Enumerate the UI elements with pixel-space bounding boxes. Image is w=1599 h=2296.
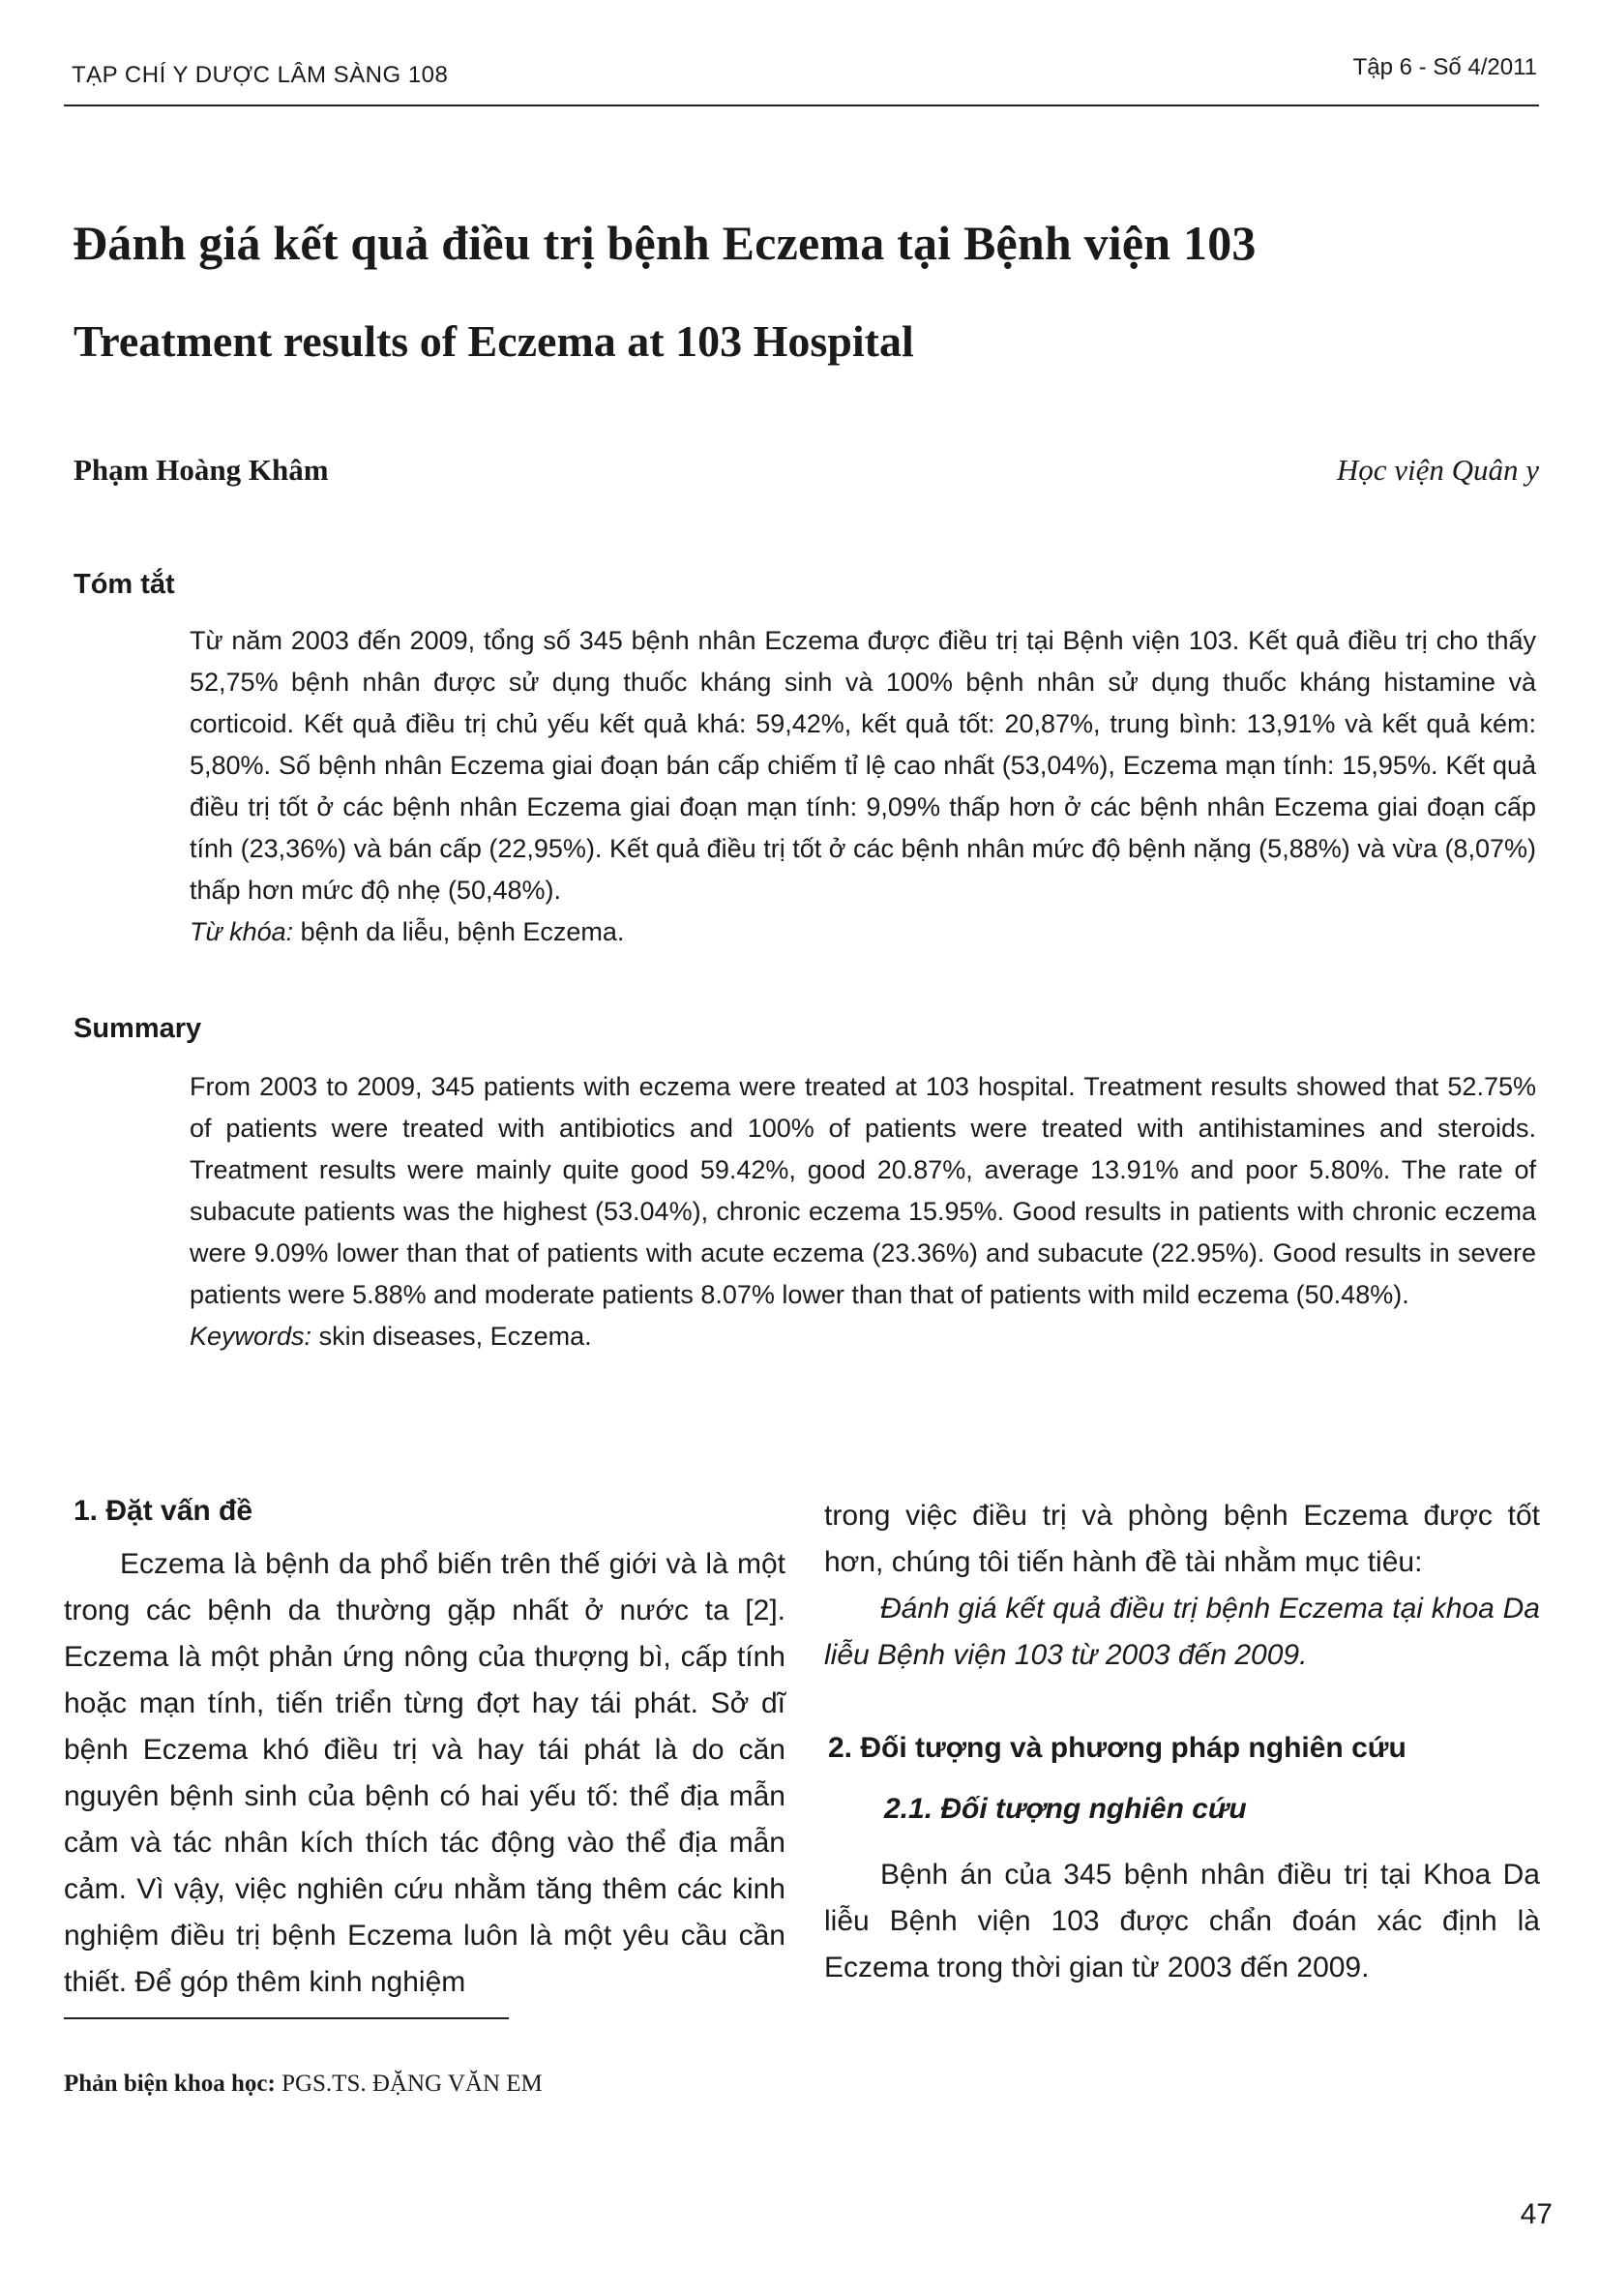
right-column [824, 1493, 1540, 1679]
author-affiliation: Học viện Quân y [1336, 453, 1539, 487]
keywords-value: skin diseases, Eczema. [311, 1322, 592, 1351]
abstract-en-body: From 2003 to 2009, 345 patients with eczema were treated at 103 hospital. Treatment results showed that 52.75% of patients were treated with antibiotics and 100% of patients were treated with antihistamines and steroids. Treatment results were mainly quite good 59.42%, good 20.87%, average 13.91% and poor 5.80%. The rate of subacute patients was the highest (53.04%), chronic eczema 15.95%. Good results in patients with chronic eczema were 9.09% lower than that of patients with acute eczema (23.36%) and subacute (22.95%). Good results in severe patients were 5.88% and moderate patients 8.07% lower than that of patients with mild eczema (50.48%). [190, 1072, 1536, 1309]
abstract-vi-keywords [190, 911, 1536, 953]
abstract-vi-heading: Tóm tắt [74, 569, 175, 600]
section-2-heading: 2. Đối tượng và phương pháp nghiên cứu [828, 1732, 1407, 1764]
footnote-rule [64, 2017, 509, 2019]
keywords-value: bệnh da liễu, bệnh Eczema. [293, 917, 625, 946]
journal-name: TẠP CHÍ Y DƯỢC LÂM SÀNG 108 [72, 62, 449, 88]
section-1-continuation: trong việc điều trị và phòng bệnh Eczema được tốt hơn, chúng tôi tiến hành đề tài nhằm mục tiêu: [824, 1500, 1540, 1578]
article-title-en: Treatment results of Eczema at 103 Hospital [74, 316, 914, 366]
header-rule [64, 104, 1539, 106]
keywords-label: Từ khóa: [190, 917, 294, 946]
study-objective: Đánh giá kết quả điều trị bệnh Eczema tại khoa Da liễu Bệnh viện 103 từ 2003 đến 2009. [824, 1593, 1540, 1671]
article-title-vi: Đánh giá kết quả điều trị bệnh Eczema tại Bệnh viện 103 [73, 216, 1257, 270]
page-number: 47 [1520, 2198, 1553, 2230]
left-column [64, 1541, 785, 2006]
section-1-heading: 1. Đặt vấn đề [74, 1495, 253, 1527]
author-name: Phạm Hoàng Khâm [74, 453, 329, 487]
footnote [64, 2071, 543, 2098]
section-2-1-paragraph: Bệnh án của 345 bệnh nhân điều trị tại Khoa Da liễu Bệnh viện 103 được chẩn đoán xác định là Eczema trong thời gian từ 2003 đến 2009. [824, 1859, 1540, 1983]
abstract-vi [190, 620, 1536, 953]
keywords-label: Keywords: [190, 1322, 312, 1351]
abstract-en [190, 1066, 1536, 1357]
footnote-label: Phản biện khoa học: [64, 2071, 276, 2097]
section-2-1-heading: 2.1. Đối tượng nghiên cứu [884, 1793, 1247, 1825]
section-2-1-body [824, 1852, 1540, 1991]
section-1-paragraph: Eczema là bệnh da phổ biến trên thế giới và là một trong các bệnh da thường gặp nhất ở nước ta [2]. Eczema là một phản ứng nông của thượng bì, cấp tính hoặc mạn tính, tiến triển từng đợt hay tái phát. Sở dĩ bệnh Eczema khó điều trị và hay tái phát là do căn nguyên bệnh sinh của bệnh có hai yếu tố: thể địa mẫn cảm và tác nhân kích thích tác động vào thể địa mẫn cảm. Vì vậy, việc nghiên cứu nhằm tăng thêm các kinh nghiệm điều trị bệnh Eczema luôn là một yêu cầu cần thiết. Để góp thêm kinh nghiệm [64, 1548, 785, 1998]
footnote-value: PGS.TS. ĐẶNG VĂN EM [275, 2071, 543, 2097]
abstract-vi-body: Từ năm 2003 đến 2009, tổng số 345 bệnh nhân Eczema được điều trị tại Bệnh viện 103. Kết quả điều trị cho thấy 52,75% bệnh nhân được sử dụng thuốc kháng sinh và 100% bệnh nhân sử dụng thuốc kháng histamine và corticoid. Kết quả điều trị chủ yếu kết quả khá: 59,42%, kết quả tốt: 20,87%, trung bình: 13,91% và kết quả kém: 5,80%. Số bệnh nhân Eczema giai đoạn bán cấp chiếm tỉ lệ cao nhất (53,04%), Eczema mạn tính: 15,95%. Kết quả điều trị tốt ở các bệnh nhân Eczema giai đoạn mạn tính: 9,09% thấp hơn ở các bệnh nhân Eczema giai đoạn cấp tính (23,36%) và bán cấp (22,95%). Kết quả điều trị tốt ở các bệnh nhân mức độ bệnh nặng (5,88%) và vừa (8,07%) thấp hơn mức độ nhẹ (50,48%). [190, 626, 1536, 905]
abstract-en-keywords [190, 1316, 1536, 1357]
abstract-en-heading: Summary [74, 1013, 202, 1044]
issue-number: Tập 6 - Số 4/2011 [1352, 54, 1537, 80]
